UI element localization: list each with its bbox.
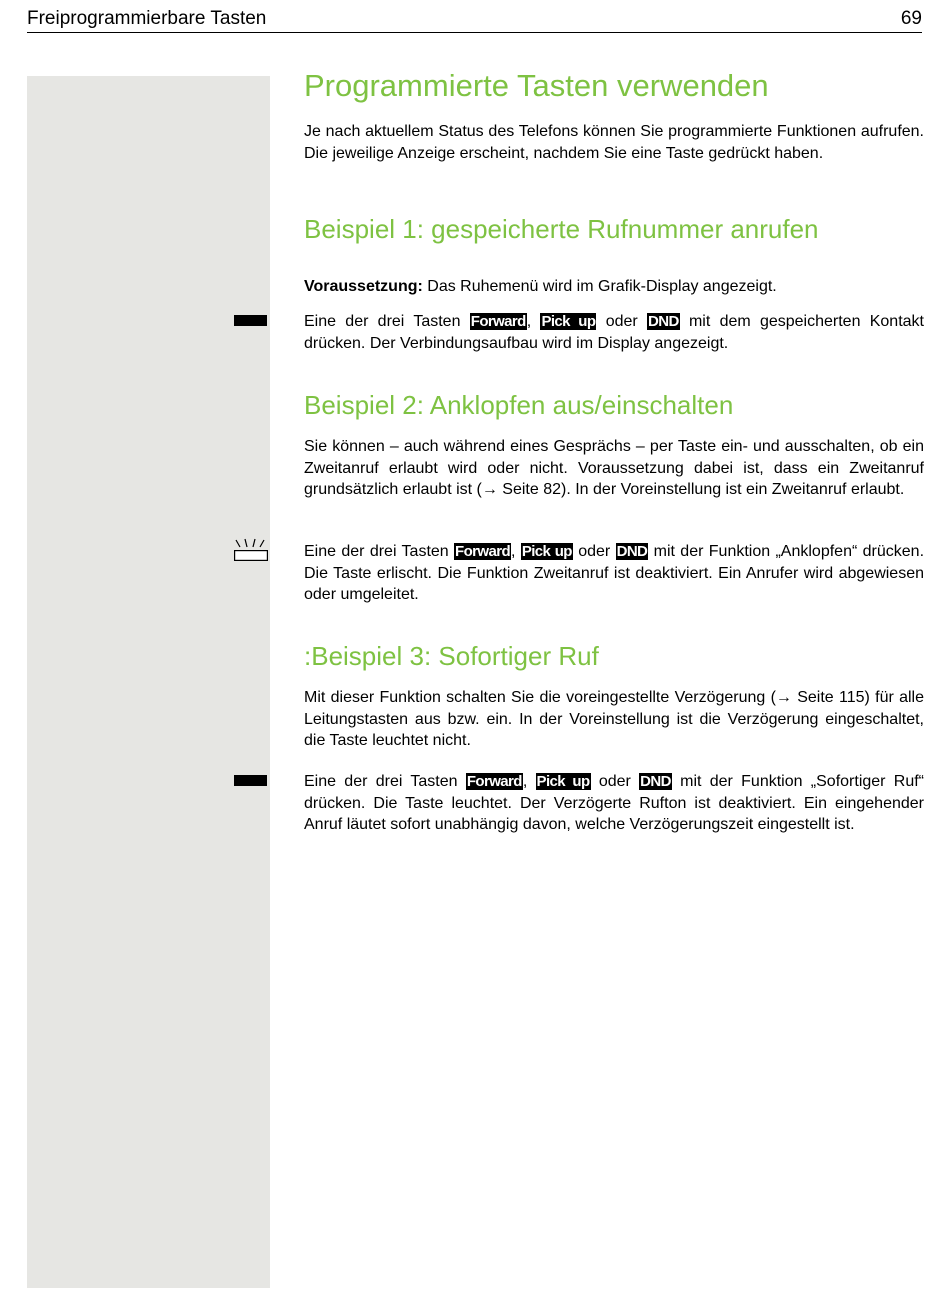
key-blinking-icon [234,538,268,562]
dnd-key-label: DND [640,773,671,790]
key-unlit-icon [234,315,267,326]
example2-step: Eine der drei Tasten Forward, Pick up oder DND mit der Funktion „Anklopfen“ drücken. Die Taste erlischt. Die Funktion Zweitanruf ist deaktiviert. Ein Anrufer wird abgewiesen oder umgeleitet. [304,543,925,603]
example1-prerequisite [304,276,924,298]
section-intro: Je nach aktuellem Status des Telefons können Sie programmierte Funktionen aufrufen. Die jeweilige Anzeige erscheint, nachdem Sie eine Taste gedrückt haben. [304,123,924,162]
page-number: 69 [900,8,922,29]
header-title: Freiprogrammierbare Tasten [27,8,267,29]
prerequisite-label: Voraussetzung: [304,278,423,295]
dnd-key-label: DND [616,543,648,560]
example2-body: Sie können – auch während eines Gesprächs – per Taste ein- und ausschalten, ob ein Zweitanruf erlaubt wird oder nicht. Voraussetzung dabei ist, dass ein Zweitanruf grundsätzlich erlaubt ist (→ Seite 82). In der Voreinstellung ist ein Zweitanruf erlaubt. [304,438,924,498]
example1-title: Beispiel 1: gespeicherte Rufnummer anrufen [304,214,819,244]
page-header [27,6,922,33]
dnd-key-label: DND [648,313,679,330]
example1-step: Eine der drei Tasten Forward, Pick up oder DND mit dem gespeicherten Kontakt drücken. Der Verbindungsaufbau wird im Display angezeigt. [304,313,924,352]
forward-key-label: Forward [466,773,522,790]
margin-sidebar [27,76,270,1288]
prerequisite-text: Das Ruhemenü wird im Grafik-Display angezeigt. [422,278,777,295]
example3-step: Eine der drei Tasten Forward, Pick up oder DND mit der Funktion „Sofortiger Ruf“ drücken. Die Taste leuchtet. Der Verzögerte Rufton ist deaktiviert. Ein eingehender Anruf läutet sofort unabhängig davon, welche Verzögerungszeit eingestellt ist. [304,773,925,833]
key-unlit-icon [234,775,267,786]
forward-key-label: Forward [455,543,511,560]
pickup-key-label: Pick up [521,543,572,560]
pickup-key-label: Pick up [536,773,590,790]
example3-title: :Beispiel 3: Sofortiger Ruf [304,641,599,671]
forward-key-label: Forward [470,313,526,330]
section-title: Programmierte Tasten verwenden [304,68,769,103]
pickup-key-label: Pick up [541,313,596,330]
example3-body: Mit dieser Funktion schalten Sie die voreingestellte Verzögerung (→ Seite 115) für alle Leitungstasten aus bzw. ein. In der Voreinstellung ist die Verzögerung eingeschaltet, die Taste leuchtet nicht. [304,689,924,749]
example2-title: Beispiel 2: Anklopfen aus/einschalten [304,390,734,420]
